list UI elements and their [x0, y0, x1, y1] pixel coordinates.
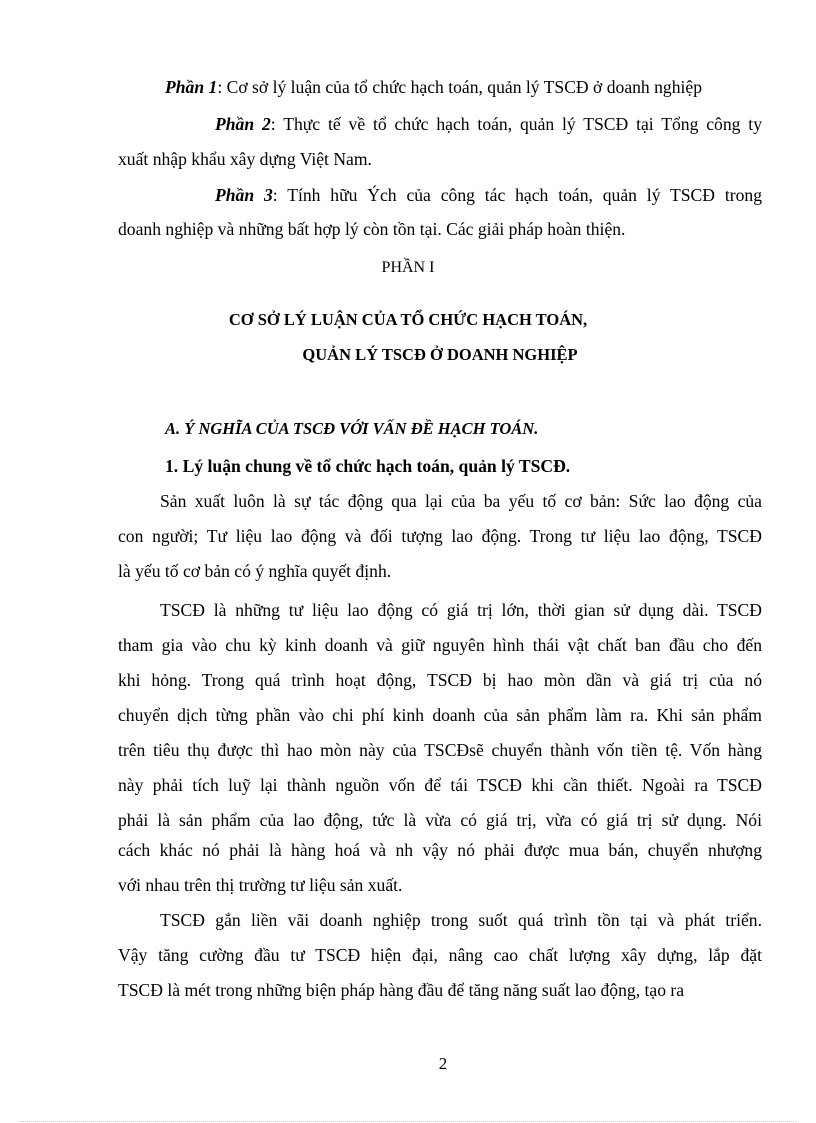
part-1-text: : Cơ sở lý luận của tổ chức hạch toán, quản lý TSCĐ ở doanh nghiệp	[217, 77, 703, 97]
subsection-1-heading: 1. Lý luận chung về tổ chức hạch toán, quản lý TSCĐ.	[165, 456, 571, 476]
paragraph-2-line: với nhau trên thị trường tư liệu sản xuất.	[118, 875, 403, 895]
paragraph-2-line: cách khác nó phải là hàng hoá và nh vậy nó phải được mua bán, chuyển nhượng	[118, 840, 762, 860]
part-2-continuation: xuất nhập khẩu xây dựng Việt Nam.	[118, 149, 372, 169]
paragraph-2-line: phải là sản phẩm của lao động, tức là vừa có giá trị, vừa có giá trị sử dụng. Nói	[118, 810, 762, 830]
paragraph-1-line: Sản xuất luôn là sự tác động qua lại của ba yếu tố cơ bản: Sức lao động của	[160, 491, 762, 511]
part-3-line	[215, 184, 762, 206]
part-3-label: Phần 3	[215, 185, 273, 205]
paragraph-3-line: TSCĐ gắn liền vãi doanh nghiệp trong suốt quá trình tồn tại và phát triển.	[160, 910, 762, 930]
paragraph-2-line: tham gia vào chu kỳ kinh doanh và giữ nguyên hình thái vật chất ban đầu cho đến	[118, 635, 762, 655]
paragraph-2-line: này phải tích luỹ lại thành nguồn vốn để tái TSCĐ khi cần thiết. Ngoài ra TSCĐ	[118, 775, 762, 795]
paragraph-1-line: là yếu tố cơ bản có ý nghĩa quyết định.	[118, 561, 392, 581]
chapter-title-line-1: CƠ SỞ LÝ LUẬN CỦA TỔ CHỨC HẠCH TOÁN,	[228, 310, 588, 329]
page-number: 2	[438, 1054, 448, 1073]
part-3-continuation: doanh nghiệp và những bất hợp lý còn tồn tại. Các giải pháp hoàn thiện.	[118, 219, 626, 239]
paragraph-2-line: TSCĐ là những tư liệu lao động có giá trị lớn, thời gian sử dụng dài. TSCĐ	[160, 600, 762, 620]
part-1-line	[165, 76, 702, 98]
part-2-line	[215, 113, 762, 135]
section-a-heading: A. Ý NGHĨA CỦA TSCĐ VỚI VẤN ĐỀ HẠCH TOÁN.	[165, 419, 539, 438]
part-2-text: : Thực tế về tổ chức hạch toán, quản lý TSCĐ tại Tổng công ty	[270, 114, 762, 134]
part-1-label: Phần 1	[165, 77, 218, 97]
part-3-text: : Tính hữu Ých của công tác hạch toán, quản lý TSCĐ trong	[272, 185, 762, 205]
paragraph-2-line: khi hỏng. Trong quá trình hoạt động, TSCĐ bị hao mòn dần và giá trị của nó	[118, 670, 762, 690]
paragraph-2-line: trên tiêu thụ được thì hao mòn này của TSCĐsẽ chuyển thành vốn tiền tệ. Vốn hàng	[118, 740, 762, 760]
paragraph-1-line: con người; Tư liệu lao động và đối tượng lao động. Trong tư liệu lao động, TSCĐ	[118, 526, 762, 546]
part-2-label: Phần 2	[215, 114, 271, 134]
paragraph-3-line: Vậy tăng cường đầu tư TSCĐ hiện đại, nâng cao chất lượng xây dựng, lắp đặt	[118, 945, 762, 965]
chapter-label: PHẦN I	[381, 259, 435, 276]
paragraph-2-line: chuyển dịch từng phần vào chi phí kinh doanh của sản phẩm làm ra. Khi sản phẩm	[118, 705, 762, 725]
paragraph-3-line: TSCĐ là mét trong những biện pháp hàng đầu để tăng năng suất lao động, tạo ra	[118, 980, 685, 1000]
chapter-title-line-2: QUẢN LÝ TSCĐ Ở DOANH NGHIỆP	[302, 345, 578, 364]
page-bottom-rule	[20, 1121, 796, 1122]
